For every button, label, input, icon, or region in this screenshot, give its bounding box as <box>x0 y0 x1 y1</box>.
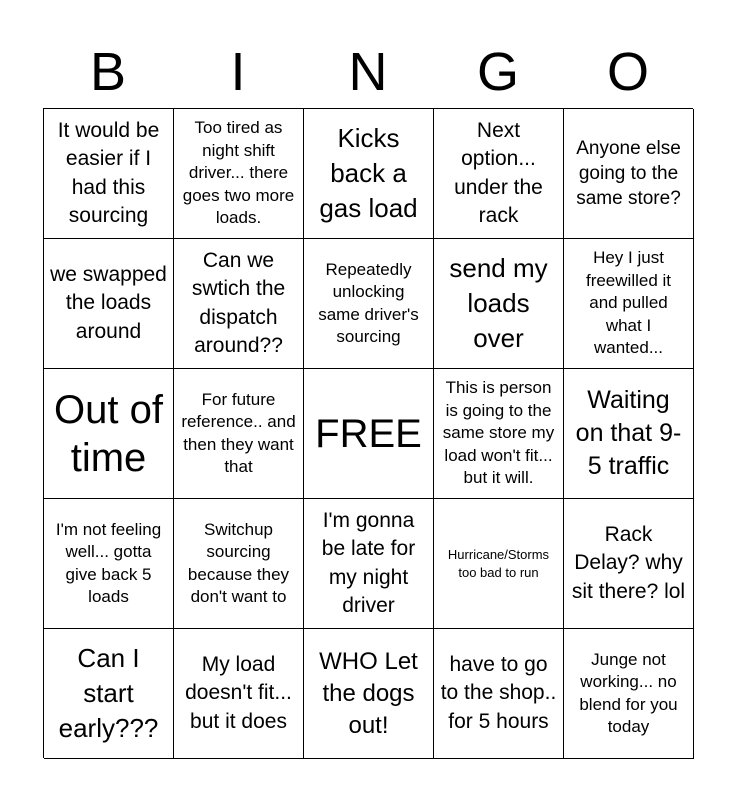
bingo-cell-text: Kicks back a gas load <box>319 123 418 223</box>
bingo-cell-text: Next option... under the rack <box>454 118 543 227</box>
bingo-cell-text: Out of time <box>54 387 163 480</box>
bingo-cell-text: Waiting on that 9-5 traffic <box>575 386 682 480</box>
bingo-cell-text: Too tired as night shift driver... there goes two more loads. <box>182 118 295 228</box>
bingo-cell-r5c3[interactable] <box>304 629 434 759</box>
bingo-cell-text: Switchup sourcing because they don't want to <box>187 519 290 606</box>
bingo-cell-r4c1[interactable] <box>44 499 174 629</box>
bingo-cell-r5c4[interactable] <box>434 629 564 759</box>
bingo-cell-text: Can we swtich the dispatch around?? <box>191 248 286 357</box>
bingo-cell-r4c4[interactable] <box>434 499 564 629</box>
bingo-cell-text: send my loads over <box>449 253 548 353</box>
bingo-cell-r1c5[interactable] <box>564 109 694 239</box>
bingo-cell-r1c4[interactable] <box>434 109 564 239</box>
bingo-cell-r4c2[interactable] <box>174 499 304 629</box>
bingo-cell-text: I'm not feeling well... gotta give back 5 loads <box>55 519 162 606</box>
bingo-cell-text: Hey I just freewilled it and pulled what I wanted... <box>585 248 672 358</box>
bingo-cell-text: have to go to the shop.. for 5 hours <box>440 652 557 733</box>
bingo-cell-r3c2[interactable] <box>174 369 304 499</box>
header-letter-n: N <box>348 42 388 102</box>
bingo-cell-text: Repeatedly unlocking same driver's sourcing <box>318 259 419 346</box>
bingo-cell-r2c1[interactable] <box>44 239 174 369</box>
bingo-cell-r2c4[interactable] <box>434 239 564 369</box>
bingo-cell-text: WHO Let the dogs out! <box>319 647 418 739</box>
bingo-cell-r2c2[interactable] <box>174 239 304 369</box>
bingo-cell-text: Hurricane/Storms too bad to run <box>447 546 550 580</box>
bingo-cell-r1c2[interactable] <box>174 109 304 239</box>
bingo-card-grid <box>43 108 693 758</box>
bingo-cell-r3c1[interactable] <box>44 369 174 499</box>
bingo-cell-text: we swapped the loads around <box>50 262 167 343</box>
bingo-cell-text: For future reference.. and then they want that <box>181 389 296 476</box>
bingo-cell-free[interactable] <box>304 369 434 499</box>
bingo-cell-text: Rack Delay? why sit there? lol <box>571 522 686 603</box>
bingo-cell-r3c5[interactable] <box>564 369 694 499</box>
bingo-header <box>43 36 693 108</box>
bingo-cell-r3c4[interactable] <box>434 369 564 499</box>
header-letter-i: I <box>230 42 246 102</box>
bingo-cell-r5c1[interactable] <box>44 629 174 759</box>
bingo-cell-text: Junge not working... no blend for you today <box>579 649 678 736</box>
bingo-cell-r1c3[interactable] <box>304 109 434 239</box>
header-letter-o: O <box>606 42 649 102</box>
bingo-cell-r5c2[interactable] <box>174 629 304 759</box>
bingo-cell-r2c5[interactable] <box>564 239 694 369</box>
bingo-cell-r2c3[interactable] <box>304 239 434 369</box>
bingo-cell-r4c3[interactable] <box>304 499 434 629</box>
bingo-cell-r1c1[interactable] <box>44 109 174 239</box>
free-space-label: FREE <box>315 411 422 456</box>
header-letter-g: G <box>476 42 519 102</box>
bingo-cell-text: Can I start early??? <box>58 643 159 743</box>
bingo-cell-text: It would be easier if I had this sourcing <box>57 118 160 227</box>
bingo-cell-r5c5[interactable] <box>564 629 694 759</box>
bingo-cell-text: Anyone else going to the same store? <box>576 138 681 209</box>
bingo-cell-text: This is person is going to the same store my load won't fit... but it will. <box>442 378 555 488</box>
header-letter-b: B <box>89 42 127 102</box>
bingo-cell-r4c5[interactable] <box>564 499 694 629</box>
bingo-cell-text: My load doesn't fit... but it does <box>185 652 292 733</box>
bingo-cell-text: I'm gonna be late for my night driver <box>321 508 416 617</box>
